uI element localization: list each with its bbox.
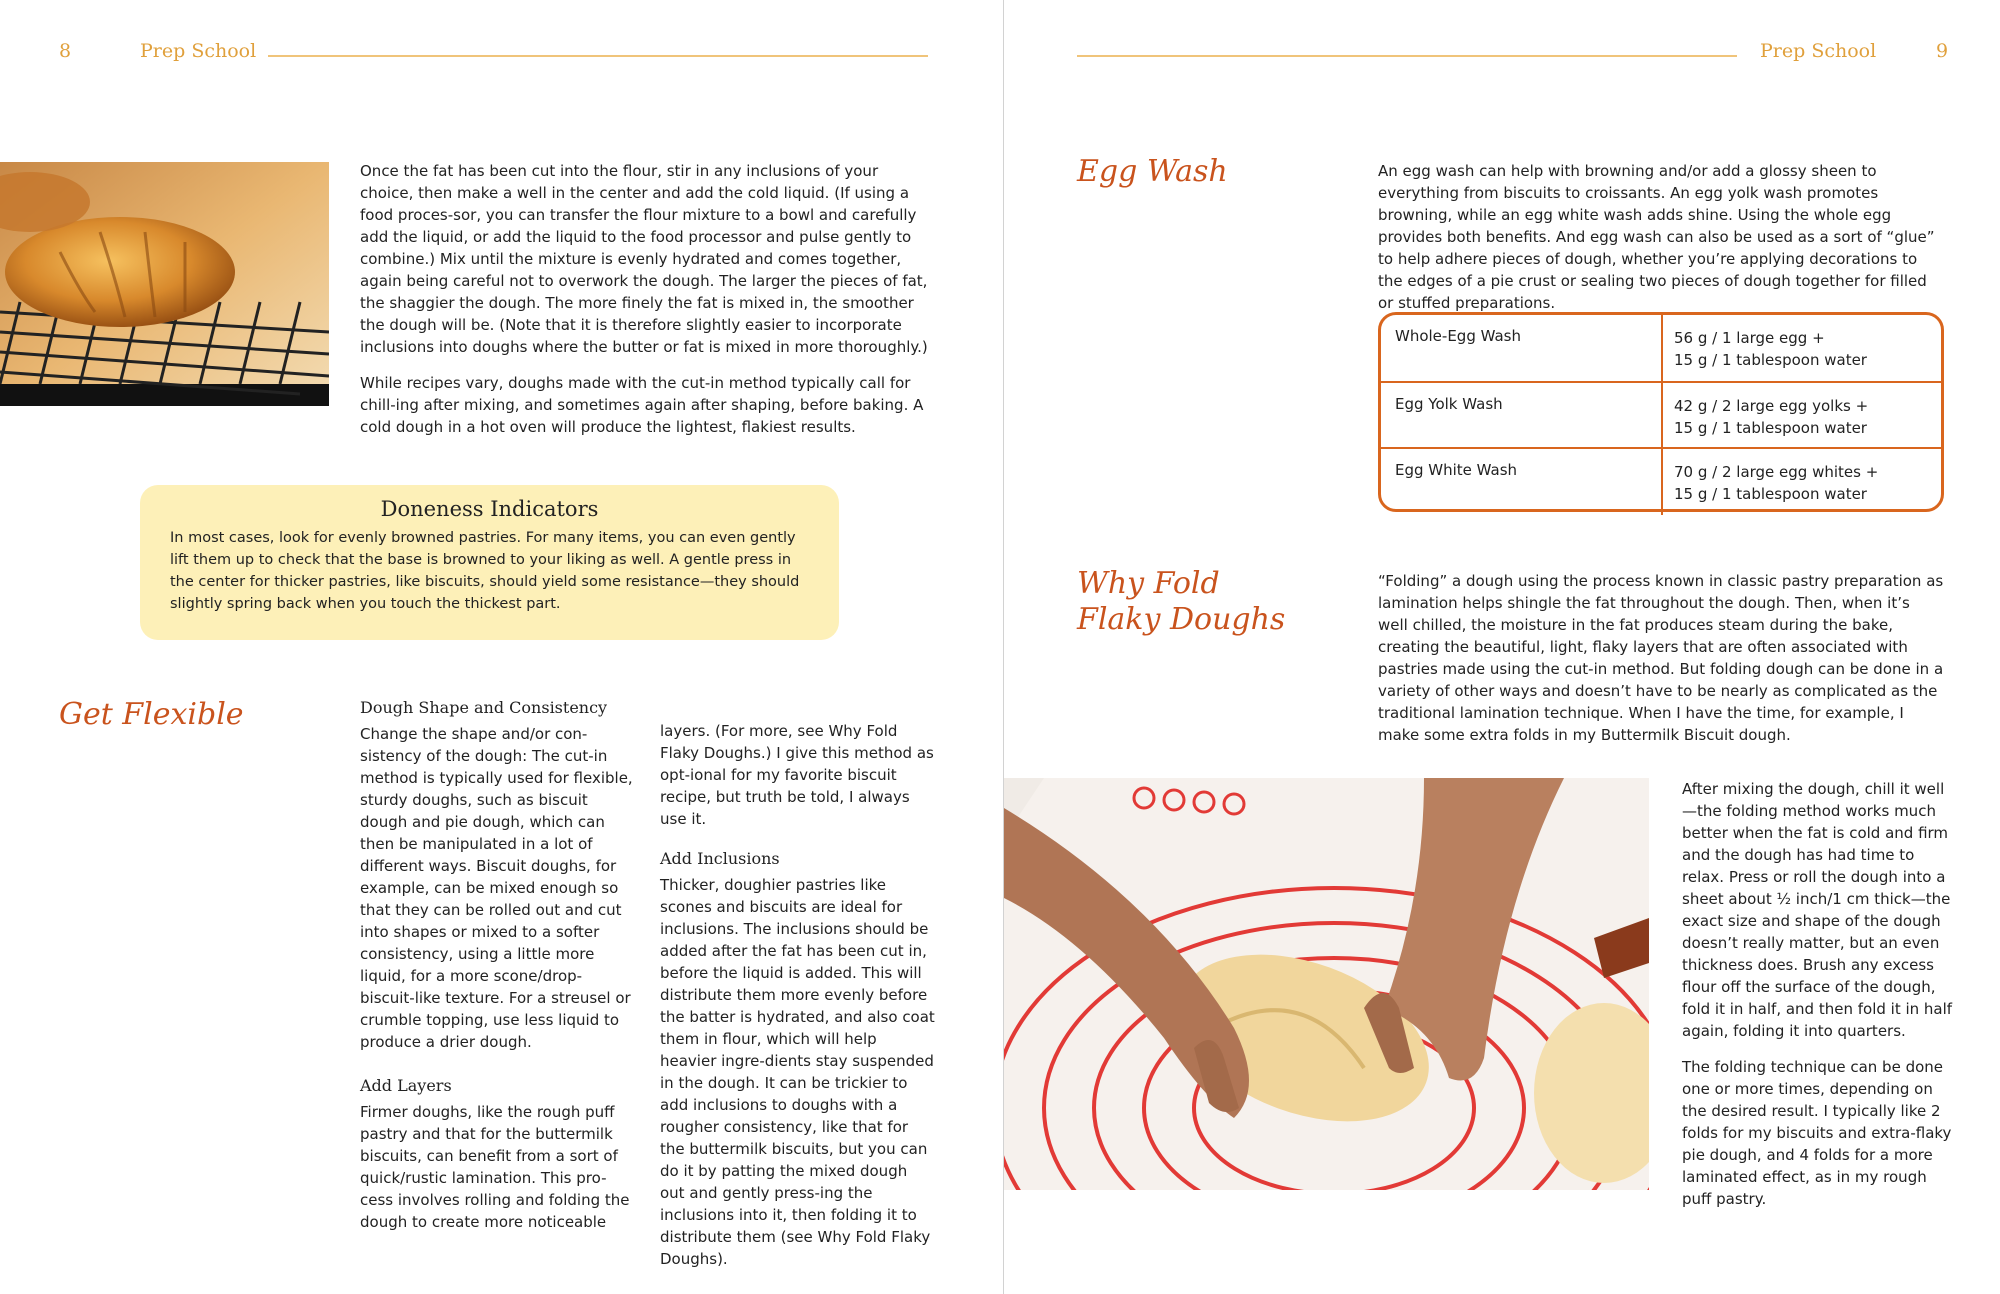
fold-text	[1378, 570, 1944, 760]
intro-text	[360, 160, 930, 452]
amount-line: 15 g / 1 tablespoon water	[1674, 419, 1867, 437]
croissant-photo	[0, 162, 329, 406]
title-line: Why Fold	[1077, 566, 1220, 601]
column-divider	[1661, 315, 1663, 381]
amount-line: 15 g / 1 tablespoon water	[1674, 351, 1867, 369]
dough-folding-photo	[1004, 778, 1649, 1190]
page-number: 9	[1936, 40, 1949, 62]
egg-wash-text	[1378, 160, 1944, 328]
amount-line: 42 g / 2 large egg yolks +	[1674, 397, 1869, 415]
amount-line: 70 g / 2 large egg whites +	[1674, 463, 1879, 481]
subhead-add-layers: Add Layers	[360, 1076, 452, 1095]
right-page	[1004, 0, 2000, 1294]
text-column-2	[660, 720, 935, 1284]
egg-wash-paragraph: An egg wash can help with browning and/or add a glossy sheen to everything from biscuits to croissants. An egg yolk wash promotes browning, while an egg white wash adds shine. Using the whole egg provides both benefits. And egg wash can also be used as a sort of “glue” to help adhere pieces of dough, whether you’re applying decorations to the edges of a pie crust or sealing two pieces of dough together for filled or stuffed preparations.	[1378, 162, 1935, 312]
wash-name: Egg Yolk Wash	[1395, 395, 1503, 413]
wash-amount	[1674, 395, 1868, 439]
section-title-egg-wash: Egg Wash	[1077, 154, 1228, 189]
callout-title: Doneness Indicators	[380, 497, 599, 521]
fold-side-paragraph: The folding technique can be done one or more times, depending on the desired result. I typically like 2 folds for my biscuits and extra-flaky pie dough, and 4 folds for a more laminated effect, as in my rough puff pastry.	[1682, 1058, 1952, 1208]
running-head: Prep School	[140, 40, 257, 62]
header-rule	[1077, 55, 1737, 57]
table-row	[1381, 315, 1941, 381]
subhead-add-inclusions: Add Inclusions	[660, 849, 780, 868]
paragraph-add-layers: Firmer doughs, like the rough puff pastry and that for the buttermilk biscuits, can benefit from a sort of quick/rustic lamination. This pro-cess involves rolling and folding the dough to create more noticeable	[360, 1103, 630, 1231]
running-head: Prep School	[1760, 40, 1877, 62]
subhead-dough-shape: Dough Shape and Consistency	[360, 698, 608, 717]
doneness-callout	[140, 485, 839, 640]
wash-name: Egg White Wash	[1395, 461, 1518, 479]
table-row	[1381, 447, 1941, 515]
wash-name: Whole-Egg Wash	[1395, 327, 1521, 345]
section-title-why-fold	[1077, 566, 1285, 638]
amount-line: 15 g / 1 tablespoon water	[1674, 485, 1867, 503]
column-divider	[1661, 383, 1663, 449]
wash-amount	[1674, 461, 1878, 505]
column-divider	[1661, 449, 1663, 515]
fold-side-text	[1682, 778, 1954, 1224]
title-line: Flaky Doughs	[1077, 602, 1286, 637]
intro-paragraph: Once the fat has been cut into the flour, stir in any inclusions of your choice, then make a well in the center and add the cold liquid. (If using a food proces-sor, you can transfer the flour mixture to a bowl and carefully add the liquid, or add the liquid to the food processor and pulse gently to combine.) Mix until the mixture is evenly hydrated and comes together, again being careful not to overwork the dough. The larger the pieces of fat, the shaggier the dough. The more finely the fat is mixed in, the smoother the dough will be. (Note that it is therefore slightly easier to incorporate inclusions into doughs where the butter or fat is mixed in more thoroughly.)	[360, 162, 928, 356]
fold-paragraph: “Folding” a dough using the process known in classic pastry preparation as lamination helps shingle the fat throughout the dough. Then, when it’s well chilled, the moisture in the fat produces steam during the bake, creating the beautiful, light, flaky layers that are often associated with pastries made using the cut-in method. But folding dough can be done in a variety of other ways and doesn’t have to be nearly as complicated as the traditional lamination technique. When I have the time, for example, I make some extra folds in my Buttermilk Biscuit dough.	[1378, 572, 1944, 744]
wash-amount	[1674, 327, 1867, 371]
section-title-get-flexible: Get Flexible	[59, 697, 244, 732]
amount-line: 56 g / 1 large egg +	[1674, 329, 1825, 347]
egg-wash-table	[1378, 312, 1944, 512]
text-column-1	[360, 697, 635, 1247]
table-row	[1381, 381, 1941, 449]
paragraph-layers-continued: layers. (For more, see Why Fold Flaky Doughs.) I give this method as opt-ional for my favorite biscuit recipe, but truth be told, I always use it.	[660, 722, 934, 828]
callout-text: In most cases, look for evenly browned pastries. For many items, you can even gently lift them up to check that the base is browned to your liking as well. A gentle press in the center for thicker pastries, like biscuits, should yield some resistance—they should slightly spring back when you touch the thickest part.	[170, 530, 800, 612]
page-number: 8	[59, 40, 72, 62]
intro-paragraph: While recipes vary, doughs made with the cut-in method typically call for chill-ing after mixing, and sometimes again after shaping, before baking. A cold dough in a hot oven will produce the lightest, flakiest results.	[360, 374, 924, 436]
paragraph-add-inclusions: Thicker, doughier pastries like scones and biscuits are ideal for inclusions. The inclusions should be added after the fat has been cut in, before the liquid is added. This will distribute them more evenly before the batter is hydrated, and also coat them in flour, which will help heavier ingre-dients stay suspended in the dough. It can be trickier to add inclusions to doughs with a rougher consistency, like that for the buttermilk biscuits, but you can do it by patting the mixed dough out and gently press-ing the inclusions into it, then folding it to distribute them (see Why Fold Flaky Doughs).	[660, 876, 935, 1268]
paragraph-dough-shape: Change the shape and/or con-sistency of the dough: The cut-in method is typically used for flexible, sturdy doughs, such as biscuit dough and pie dough, which can then be manipulated in a lot of different ways. Biscuit doughs, for example, can be mixed enough so that they can be rolled out and cut into shapes or mixed to a softer consistency, using a little more liquid, for a more scone/drop-biscuit-like texture. For a streusel or crumble topping, use less liquid to produce a drier dough.	[360, 725, 633, 1051]
header-rule	[268, 55, 928, 57]
fold-side-paragraph: After mixing the dough, chill it well—the folding method works much better when the fat is cold and firm and the dough has had time to relax. Press or roll the dough into a sheet about ½ inch/1 cm thick—the exact size and shape of the dough doesn’t really matter, but an even thickness does. Brush any excess flour off the surface of the dough, fold it in half, and then fold it in half again, folding it into quarters.	[1682, 780, 1953, 1040]
